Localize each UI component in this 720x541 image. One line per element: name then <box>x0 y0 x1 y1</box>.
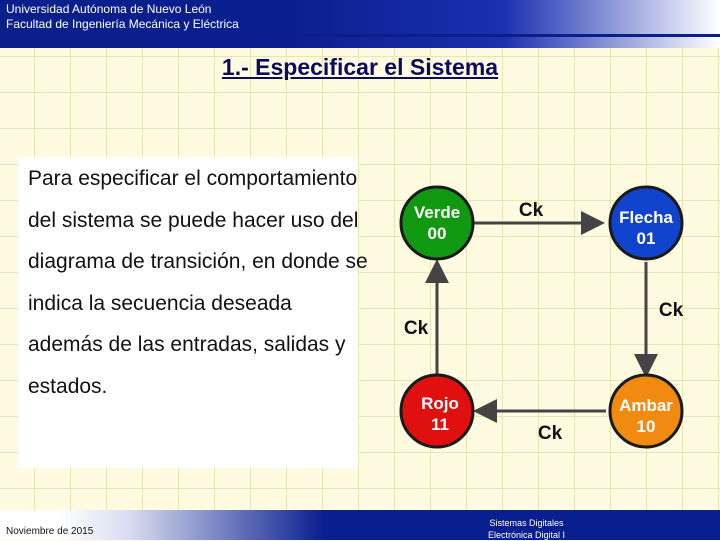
label-ck-bottom: Ck <box>537 423 563 444</box>
state-flecha-code: 01 <box>636 229 656 248</box>
footer-course-line1: Sistemas Digitales <box>489 518 564 528</box>
state-rojo <box>401 375 473 447</box>
state-verde-code: 00 <box>427 224 447 243</box>
state-ambar-name: Ambar <box>619 396 673 415</box>
university-name: Universidad Autónoma de Nuevo León <box>6 2 212 16</box>
footer-date: Noviembre de 2015 <box>6 526 94 537</box>
state-ambar-code: 10 <box>636 417 656 436</box>
footer-course <box>488 517 565 541</box>
state-verde-name: Verde <box>413 203 461 222</box>
description-text: Para especificar el comportamiento del sistema se puede hacer uso del diagrama de transición, en donde se indica la secuencia deseada además de las entradas, salidas y estados. <box>28 167 368 398</box>
label-ck-right: Ck <box>658 300 684 321</box>
state-flecha <box>610 187 682 259</box>
faculty-name: Facultad de Ingeniería Mecánica y Eléctrica <box>6 17 239 31</box>
state-verde-circle <box>401 187 473 259</box>
state-rojo-name: Rojo <box>421 394 459 413</box>
state-ambar <box>610 375 682 447</box>
label-ck-top: Ck <box>518 200 544 221</box>
state-rojo-code: 11 <box>431 415 449 434</box>
state-verde <box>401 187 473 259</box>
label-ck-left: Ck <box>403 318 429 339</box>
footer-bar <box>0 510 720 540</box>
footer-course-line2: Electrónica Digital I <box>488 530 566 540</box>
state-flecha-name: Flecha <box>619 208 673 227</box>
slide-title: 1.- Especificar el Sistema <box>221 54 499 80</box>
